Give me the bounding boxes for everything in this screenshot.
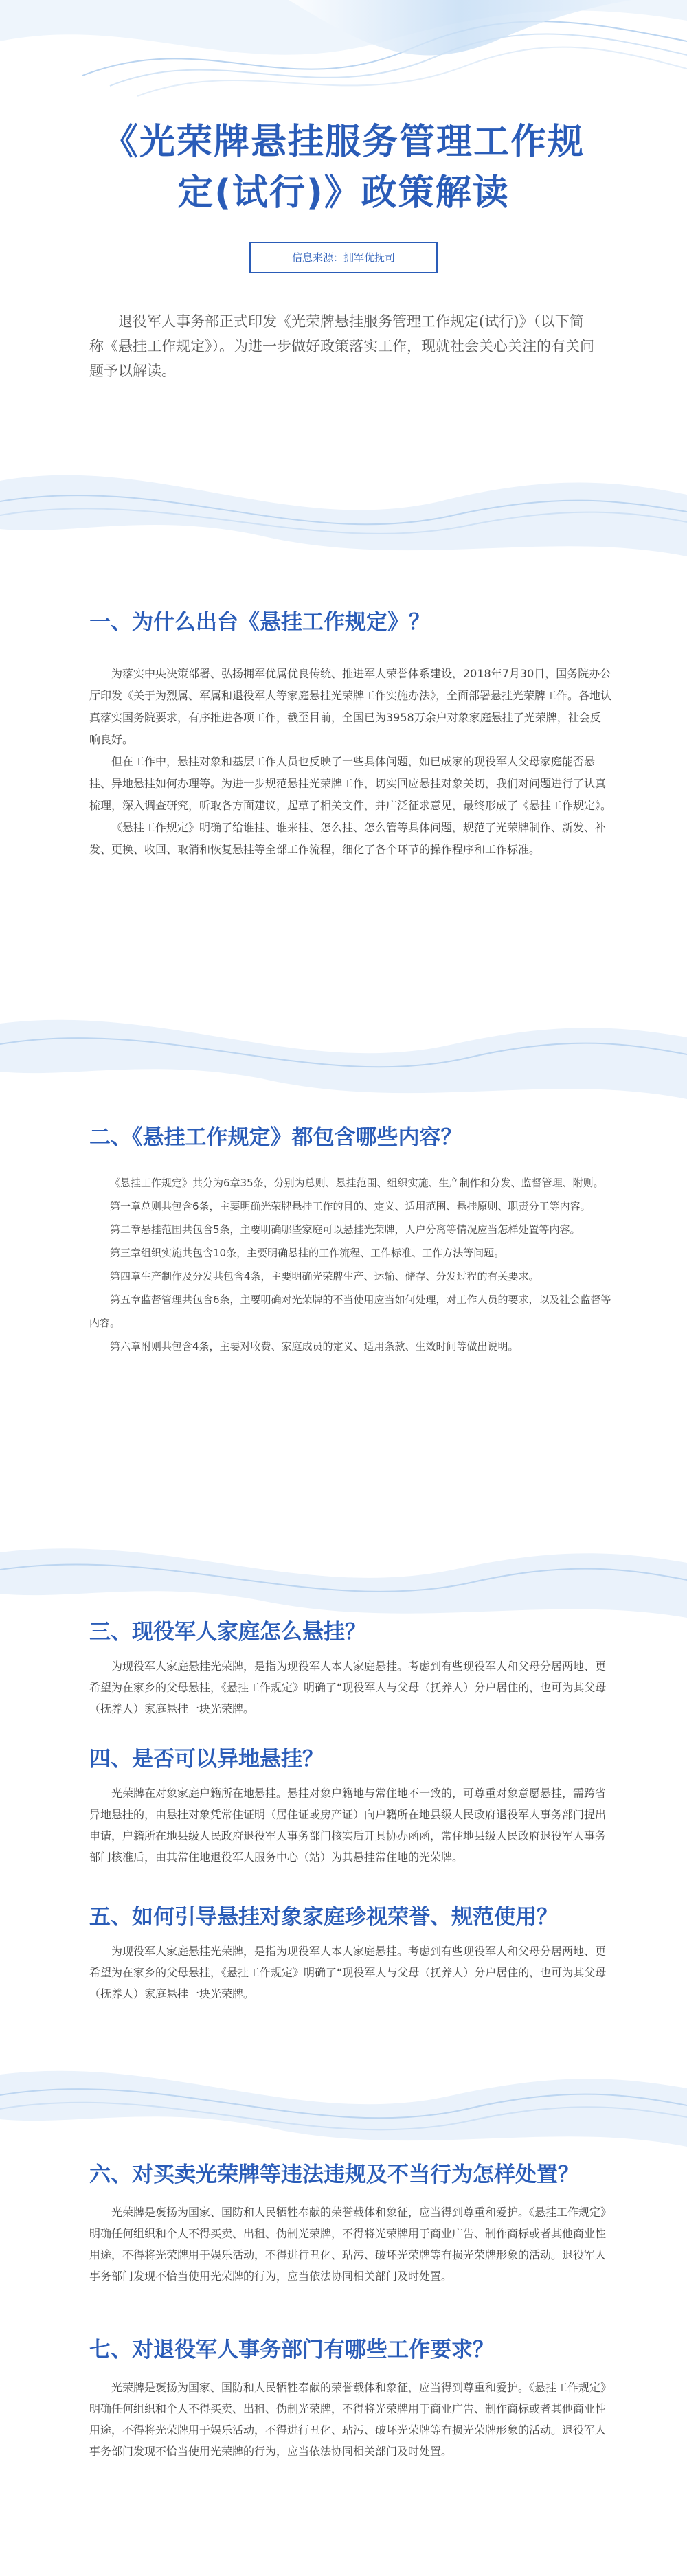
section-4-paragraph: 光荣牌在对象家庭户籍所在地悬挂。悬挂对象户籍地与常住地不一致的，可尊重对象意愿悬挂，需跨省异地悬挂的，由悬挂对象凭常住证明（居住证或房产证）向户籍所在地县级人民政府退役军人事务部门提出申请，户籍所在地县级人民政府退役军人事务部门核实后开具协办函函，常住地县级人民政府退役军人事务部门核准后，由其常住地退役军人服务中心（站）为其悬挂常住地的光荣牌。 [89,1787,607,1864]
section-1-paragraph: 为落实中央决策部署、弘扬拥军优属优良传统、推进军人荣誉体系建设，2018年7月30日，国务院办公厅印发《关于为烈属、军属和退役军人等家庭悬挂光荣牌工作实施办法》，全面部署悬挂光荣牌工作。各地认真落实国务院要求，有序推进各项工作，截至目前，全国已为3958万余户对象家庭悬挂了光荣牌，社会反响良好。 [89,667,612,746]
section-3-body [89,1656,611,1719]
section-6-paragraph: 光荣牌是褒扬为国家、国防和人民牺牲奉献的荣誉载体和象征，应当得到尊重和爱护。《悬挂工作规定》明确任何组织和个人不得买卖、出租、伪制光荣牌，不得将光荣牌用于商业广告、制作商标或者其他商业性用途，不得将光荣牌用于娱乐活动，不得进行丑化、玷污、破坏光荣牌等有损光荣牌形象的活动。退役军人事务部门发现不恰当使用光荣牌的行为，应当依法协同相关部门及时处置。 [89,2206,612,2283]
title-line-2: 定(试行)》政策解读 [177,172,510,214]
section-2-paragraph: 《悬挂工作规定》共分为6章35条，分别为总则、悬挂范围、组织实施、生产制作和分发、监督管理、附则。 [110,1177,604,1189]
title-line-1: 《光荣牌悬挂服务管理工作规 [102,122,585,163]
section-1-heading: 一、为什么出台《悬挂工作规定》？ [89,610,430,635]
section-2-paragraph: 第四章生产制作及分发共包含4条，主要明确光荣牌生产、运输、储存、分发过程的有关要求。 [110,1270,539,1283]
section-7-heading: 七、对退役军人事务部门有哪些工作要求？ [89,2338,494,2362]
intro-paragraph: 退役军人事务部正式印发《光荣牌悬挂服务管理工作规定(试行)》（以下简称《悬挂工作规定》）。为进一步做好政策落实工作，现就社会关心关注的有关问题予以解读。 [89,313,594,379]
section-1-paragraph: 《悬挂工作规定》明确了给谁挂、谁来挂、怎么挂、怎么管等具体问题，规范了光荣牌制作、新发、补发、更换、收回、取消和恢复悬挂等全部工作流程，细化了各个环节的操作程序和工作标准。 [89,821,607,856]
section-1-body [89,663,611,861]
section-1-paragraph: 但在工作中，悬挂对象和基层工作人员也反映了一些具体问题，如已成家的现役军人父母家庭能否悬挂、异地悬挂如何办理等。为进一步规范悬挂光荣牌工作，切实回应悬挂对象关切，我们对问题进行了认真梳理，深入调查研究，听取各方面建议，起草了相关文件，并广泛征求意见，最终形成了《悬挂工作规定》。 [89,755,612,812]
section-4-body [89,1783,611,1868]
section-5-paragraph: 为现役军人家庭悬挂光荣牌，是指为现役军人本人家庭悬挂。考虑到有些现役军人和父母分居两地、更希望为在家乡的父母悬挂，《悬挂工作规定》明确了“现役军人与父母（抚养人）分户居住的，也可为其父母（抚养人）家庭悬挂一块光荣牌。 [89,1945,607,2000]
section-2-body [89,1171,611,1358]
divider-wave-4 [0,2054,687,2164]
section-3-paragraph: 为现役军人家庭悬挂光荣牌，是指为现役军人本人家庭悬挂。考虑到有些现役军人和父母分居两地、更希望为在家乡的父母悬挂，《悬挂工作规定》明确了“现役军人与父母（抚养人）分户居住的，也可为其父母（抚养人）家庭悬挂一块光荣牌。 [89,1660,607,1715]
page-title [41,117,646,218]
section-2-paragraph: 第三章组织实施共包含10条，主要明确悬挂的工作流程、工作标准、工作方法等问题。 [110,1247,505,1259]
section-2-paragraph: 第五章监督管理共包含6条，主要明确对光荣牌的不当使用应当如何处理，对工作人员的要求，以及社会监督等内容。 [89,1293,611,1329]
section-6-body [89,2202,611,2287]
section-2-paragraph: 第六章附则共包含4条，主要对收费、家庭成员的定义、适用条款、生效时间等做出说明。 [110,1340,519,1353]
divider-wave-1 [0,453,687,577]
section-7-body [89,2377,611,2462]
section-4-heading: 四、是否可以异地悬挂？ [89,1747,324,1772]
divider-wave-2 [0,1003,687,1120]
section-7-paragraph: 光荣牌是褒扬为国家、国防和人民牺牲奉献的荣誉载体和象征，应当得到尊重和爱护。《悬挂工作规定》明确任何组织和个人不得买卖、出租、伪制光荣牌，不得将光荣牌用于商业广告、制作商标或者其他商业性用途，不得将光荣牌用于娱乐活动，不得进行丑化、玷污、破坏光荣牌等有损光荣牌形象的活动。退役军人事务部门发现不恰当使用光荣牌的行为，应当依法协同相关部门及时处置。 [89,2381,612,2458]
section-2-paragraph: 第一章总则共包含6条，主要明确光荣牌悬挂工作的目的、定义、适用范围、悬挂原则、职责分工等内容。 [110,1200,591,1212]
section-6-heading: 六、对买卖光荣牌等违法违规及不当行为怎样处置？ [89,2162,579,2187]
source-badge: 信息来源：拥军优抚司 [249,242,438,273]
header-wave-decoration [0,0,687,117]
section-5-body [89,1941,611,2004]
section-3-heading: 三、现役军人家庭怎么悬挂？ [89,1620,366,1645]
section-2-heading: 二、《悬挂工作规定》都包含哪些内容？ [89,1125,462,1150]
section-5-heading: 五、如何引导悬挂对象家庭珍视荣誉、规范使用？ [89,1905,558,1930]
section-2-paragraph: 第二章悬挂范围共包含5条，主要明确哪些家庭可以悬挂光荣牌，人户分离等情况应当怎样处置等内容。 [110,1223,581,1236]
